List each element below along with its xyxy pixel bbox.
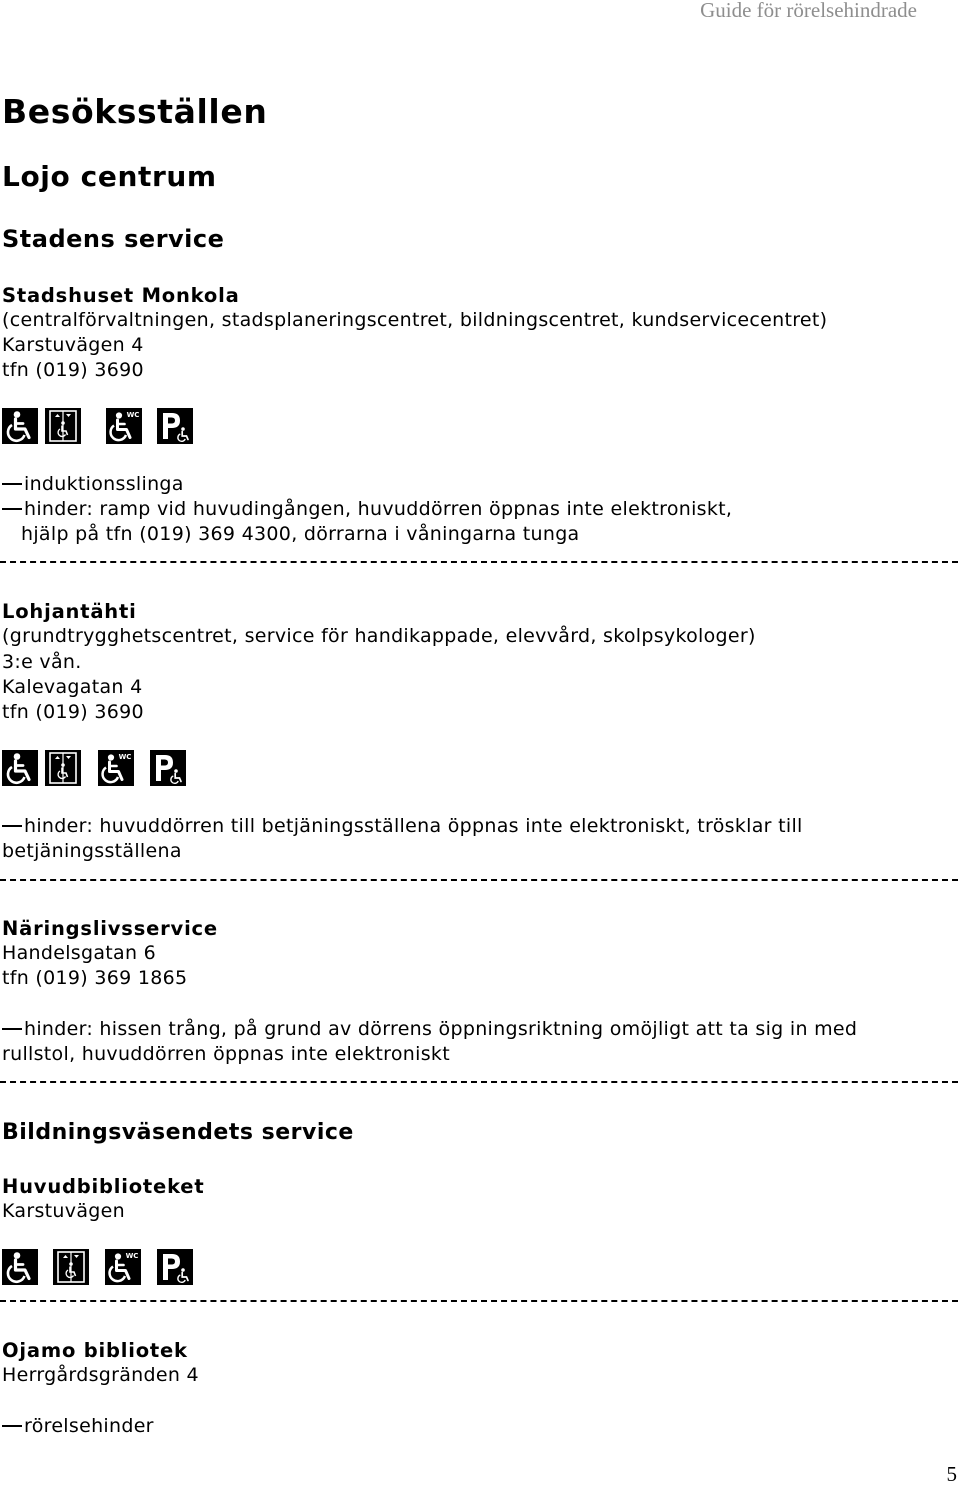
note-item: hinder: hissen trång, på grund av dörrens öppningsriktning omöjligt att ta sig in med <box>2 1017 857 1042</box>
entry-floor: 3:e vån. <box>2 651 82 673</box>
entry-address: Herrgårdsgränden 4 <box>2 1364 199 1386</box>
entry-name: Lohjantähti <box>2 600 137 623</box>
entry-address: Handelsgatan 6 <box>2 942 157 964</box>
note-continuation: hjälp på tfn (019) 369 4300, dörrarna i våningarna tunga <box>21 523 580 545</box>
area-heading: Lojo centrum <box>2 160 217 193</box>
entry-address: Karstuvägen <box>2 1200 125 1222</box>
entry-address: Karstuvägen 4 <box>2 334 144 356</box>
wheelchair-access-icon <box>2 750 38 786</box>
section-heading: Bildningsväsendets service <box>2 1120 354 1145</box>
entry-name: Huvudbiblioteket <box>2 1175 205 1198</box>
dashed-separator <box>0 561 958 563</box>
entry-name: Ojamo bibliotek <box>2 1339 188 1362</box>
accessible-wc-icon <box>98 750 134 786</box>
dash-bullet <box>2 825 22 827</box>
note-continuation: rullstol, huvuddörren öppnas inte elektroniskt <box>2 1043 450 1065</box>
entry-description: (centralförvaltningen, stadsplaneringscentret, bildningscentret, kundservicecentret) <box>2 309 828 331</box>
dashed-separator <box>0 1081 958 1083</box>
accessible-wc-icon <box>105 1249 141 1285</box>
dash-bullet <box>2 483 22 485</box>
accessible-parking-icon <box>157 408 193 444</box>
accessible-parking-icon <box>157 1249 193 1285</box>
accessible-wc-icon <box>106 408 142 444</box>
wheelchair-access-icon <box>2 408 38 444</box>
note-item: induktionsslinga <box>2 472 184 497</box>
entry-name: Näringslivsservice <box>2 917 218 940</box>
elevator-icon <box>53 1249 89 1285</box>
note-item: hinder: huvuddörren till betjäningsställena öppnas inte elektroniskt, trösklar till <box>2 814 803 839</box>
note-continuation: betjäningsställena <box>2 840 182 862</box>
entry-address: Kalevagatan 4 <box>2 676 143 698</box>
wheelchair-access-icon <box>2 1249 38 1285</box>
note-item: hinder: ramp vid huvudingången, huvuddörren öppnas inte elektroniskt, <box>2 497 732 522</box>
entry-description: (grundtrygghetscentret, service för handikappade, elevvård, skolpsykologer) <box>2 625 756 647</box>
entry-phone: tfn (019) 369 1865 <box>2 967 188 989</box>
dash-bullet <box>2 1425 22 1427</box>
dashed-separator <box>0 1300 958 1302</box>
section-heading: Stadens service <box>2 225 225 253</box>
dash-bullet <box>2 1028 22 1030</box>
elevator-icon <box>45 408 81 444</box>
page-title: Besöksställen <box>2 92 268 131</box>
elevator-icon <box>45 750 81 786</box>
page-number: 5 <box>946 1462 957 1486</box>
entry-phone: tfn (019) 3690 <box>2 701 144 723</box>
accessible-parking-icon <box>150 750 186 786</box>
dash-bullet <box>2 508 22 510</box>
running-header: Guide för rörelsehindrade <box>700 0 917 22</box>
dashed-separator <box>0 879 958 881</box>
entry-name: Stadshuset Monkola <box>2 284 240 307</box>
entry-phone: tfn (019) 3690 <box>2 359 144 381</box>
note-item: rörelsehinder <box>2 1414 154 1439</box>
